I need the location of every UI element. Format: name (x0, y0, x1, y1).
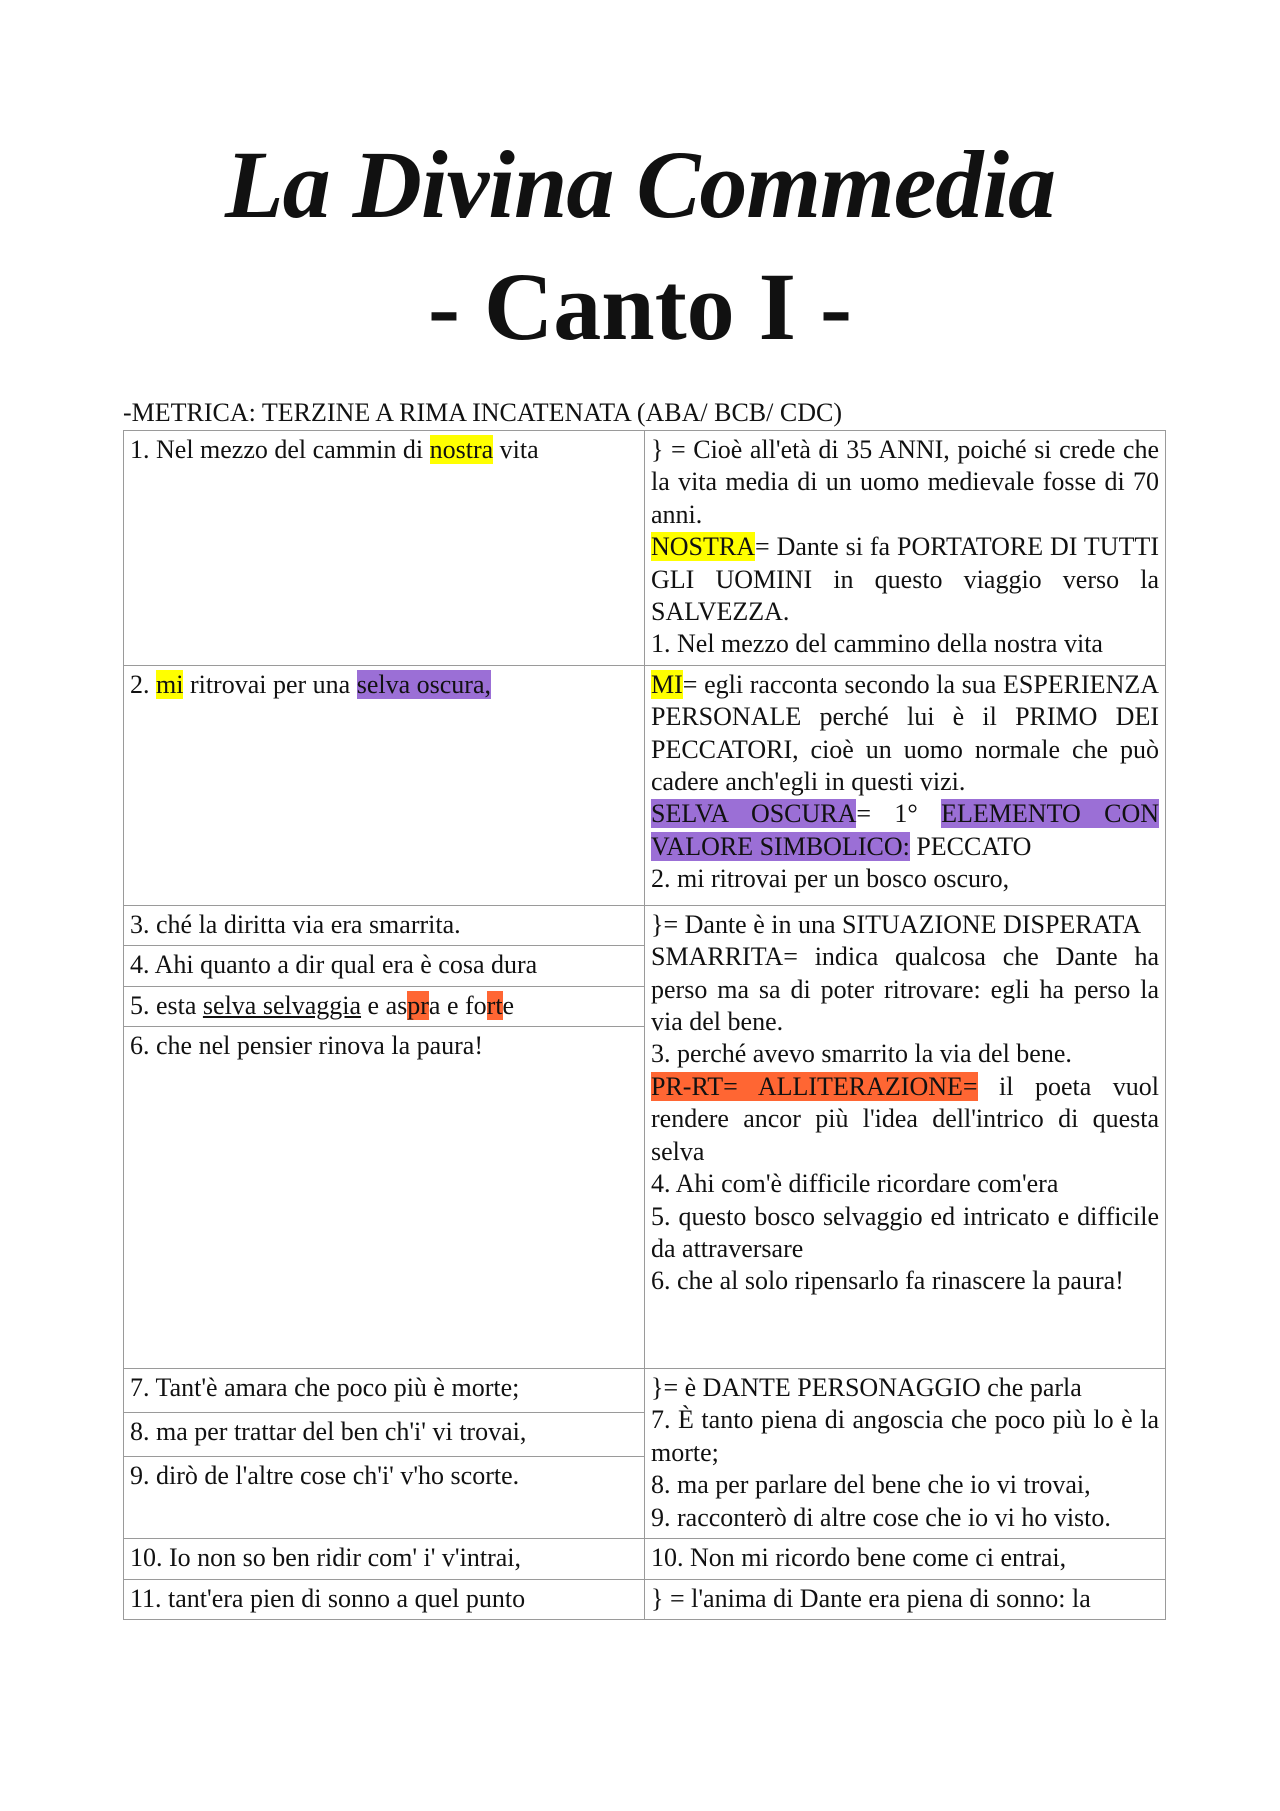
commentary-cell: 10. Non mi ricordo bene come ci entrai, (645, 1539, 1166, 1579)
table-row (124, 431, 1166, 666)
table-row (124, 665, 1166, 905)
commentary-text: il poeta vuol rendere ancor più l'idea dell'intrico di questa selva (651, 1071, 1159, 1166)
commentary-text: = Dante si fa PORTATORE DI TUTTI GLI UOMINI in questo viaggio verso la SALVEZZA. (651, 532, 1159, 627)
verse-cell: 9. dirò de l'altre cose ch'i' v'ho scorte. (124, 1457, 645, 1539)
highlight-yellow: MI (651, 669, 683, 699)
highlight-purple: ELEMENTO CON VALORE SIMBOLICO: (651, 799, 1159, 861)
highlight-orange: PR-RT= ALLITERAZIONE= (651, 1071, 978, 1101)
verse-cell (124, 986, 645, 1026)
verse-cell (124, 431, 645, 666)
table-row (124, 1369, 1166, 1413)
commentary-cell (645, 431, 1166, 666)
table-row (124, 905, 1166, 945)
highlight-yellow: NOSTRA (651, 532, 756, 562)
commentary-cell (645, 1369, 1166, 1539)
verse-commentary-table (123, 430, 1166, 1620)
paraphrase-text: 8. ma per parlare del bene che io vi trovai, (651, 1470, 1091, 1500)
underlined-text: selva selvaggia (202, 990, 362, 1020)
metrica-heading: -METRICA: TERZINE A RIMA INCATENATA (ABA/ BCB/ CDC) (123, 398, 842, 427)
verse-text: ritrovai per una (183, 669, 357, 699)
paraphrase-text: 2. mi ritrovai per un bosco oscuro, (651, 864, 1010, 894)
commentary-text: }= è DANTE PERSONAGGIO che parla (651, 1373, 1082, 1403)
verse-cell: 3. ché la diritta via era smarrita. (124, 905, 645, 945)
paraphrase-text: 4. Ahi com'è difficile ricordare com'era (651, 1169, 1059, 1199)
verse-text: 5. esta (130, 990, 203, 1020)
commentary-text: SMARRITA= indica qualcosa che Dante ha perso ma sa di poter ritrovare: egli ha perso la via del bene. (651, 942, 1159, 1037)
verse-cell: 8. ma per trattar del ben ch'i' vi trovai, (124, 1413, 645, 1457)
paraphrase-text: 7. È tanto piena di angoscia che poco più lo è la morte; (651, 1405, 1159, 1467)
verse-text: e as (361, 990, 408, 1020)
commentary-text: = 1° (856, 799, 942, 829)
verse-cell: 7. Tant'è amara che poco più è morte; (124, 1369, 645, 1413)
paraphrase-text: 5. questo bosco selvaggio ed intricato e difficile da attraversare (651, 1201, 1159, 1263)
verse-text: e (502, 990, 515, 1020)
table-row (124, 1579, 1166, 1619)
table-row (124, 1539, 1166, 1579)
commentary-text: } = Cioè all'età di 35 ANNI, poiché si crede che la vita media di un uomo medievale fosse di 70 anni. (651, 435, 1159, 529)
highlight-purple: SELVA OSCURA (651, 799, 857, 829)
verse-cell: 6. che nel pensier rinova la paura! (124, 1027, 645, 1369)
verse-text: 2. (130, 669, 156, 699)
commentary-cell (645, 665, 1166, 905)
document-title: La Divina Commedia (225, 131, 1055, 238)
document-subtitle: - Canto I - (428, 253, 852, 360)
verse-text: vita (493, 435, 539, 464)
highlight-yellow: mi (156, 669, 184, 699)
commentary-text: }= Dante è in una SITUAZIONE DISPERATA (651, 909, 1142, 939)
verse-cell: 11. tant'era pien di sonno a quel punto (124, 1579, 645, 1619)
commentary-text: = egli racconta secondo la sua ESPERIENZA PERSONALE perché lui è il PRIMO DEI PECCATORI, cioè un uomo normale che può cadere anch'egli in questi vizi. (651, 669, 1159, 797)
verse-cell: 10. Io non so ben ridir com' i' v'intrai, (124, 1539, 645, 1579)
paraphrase-text: 6. che al solo ripensarlo fa rinascere la paura! (651, 1266, 1124, 1296)
highlight-yellow: nostra (429, 435, 494, 464)
commentary-cell (645, 905, 1166, 1368)
paraphrase-text: 1. Nel mezzo del cammino della nostra vita (651, 629, 1103, 659)
verse-text: 1. Nel mezzo del cammin di (130, 435, 430, 464)
paraphrase-text: 9. racconterò di altre cose che io vi ho visto. (651, 1502, 1111, 1532)
highlight-orange: pr (407, 990, 429, 1020)
highlight-orange: rt (486, 990, 503, 1020)
commentary-cell: } = l'anima di Dante era piena di sonno: la (645, 1579, 1166, 1619)
paraphrase-text: 3. perché avevo smarrito la via del bene. (651, 1039, 1072, 1069)
highlight-purple: selva oscura, (356, 669, 491, 699)
verse-text: a e fo (428, 990, 487, 1020)
commentary-text: PECCATO (909, 831, 1032, 861)
verse-cell: 4. Ahi quanto a dir qual era è cosa dura (124, 946, 645, 986)
verse-cell (124, 665, 645, 905)
